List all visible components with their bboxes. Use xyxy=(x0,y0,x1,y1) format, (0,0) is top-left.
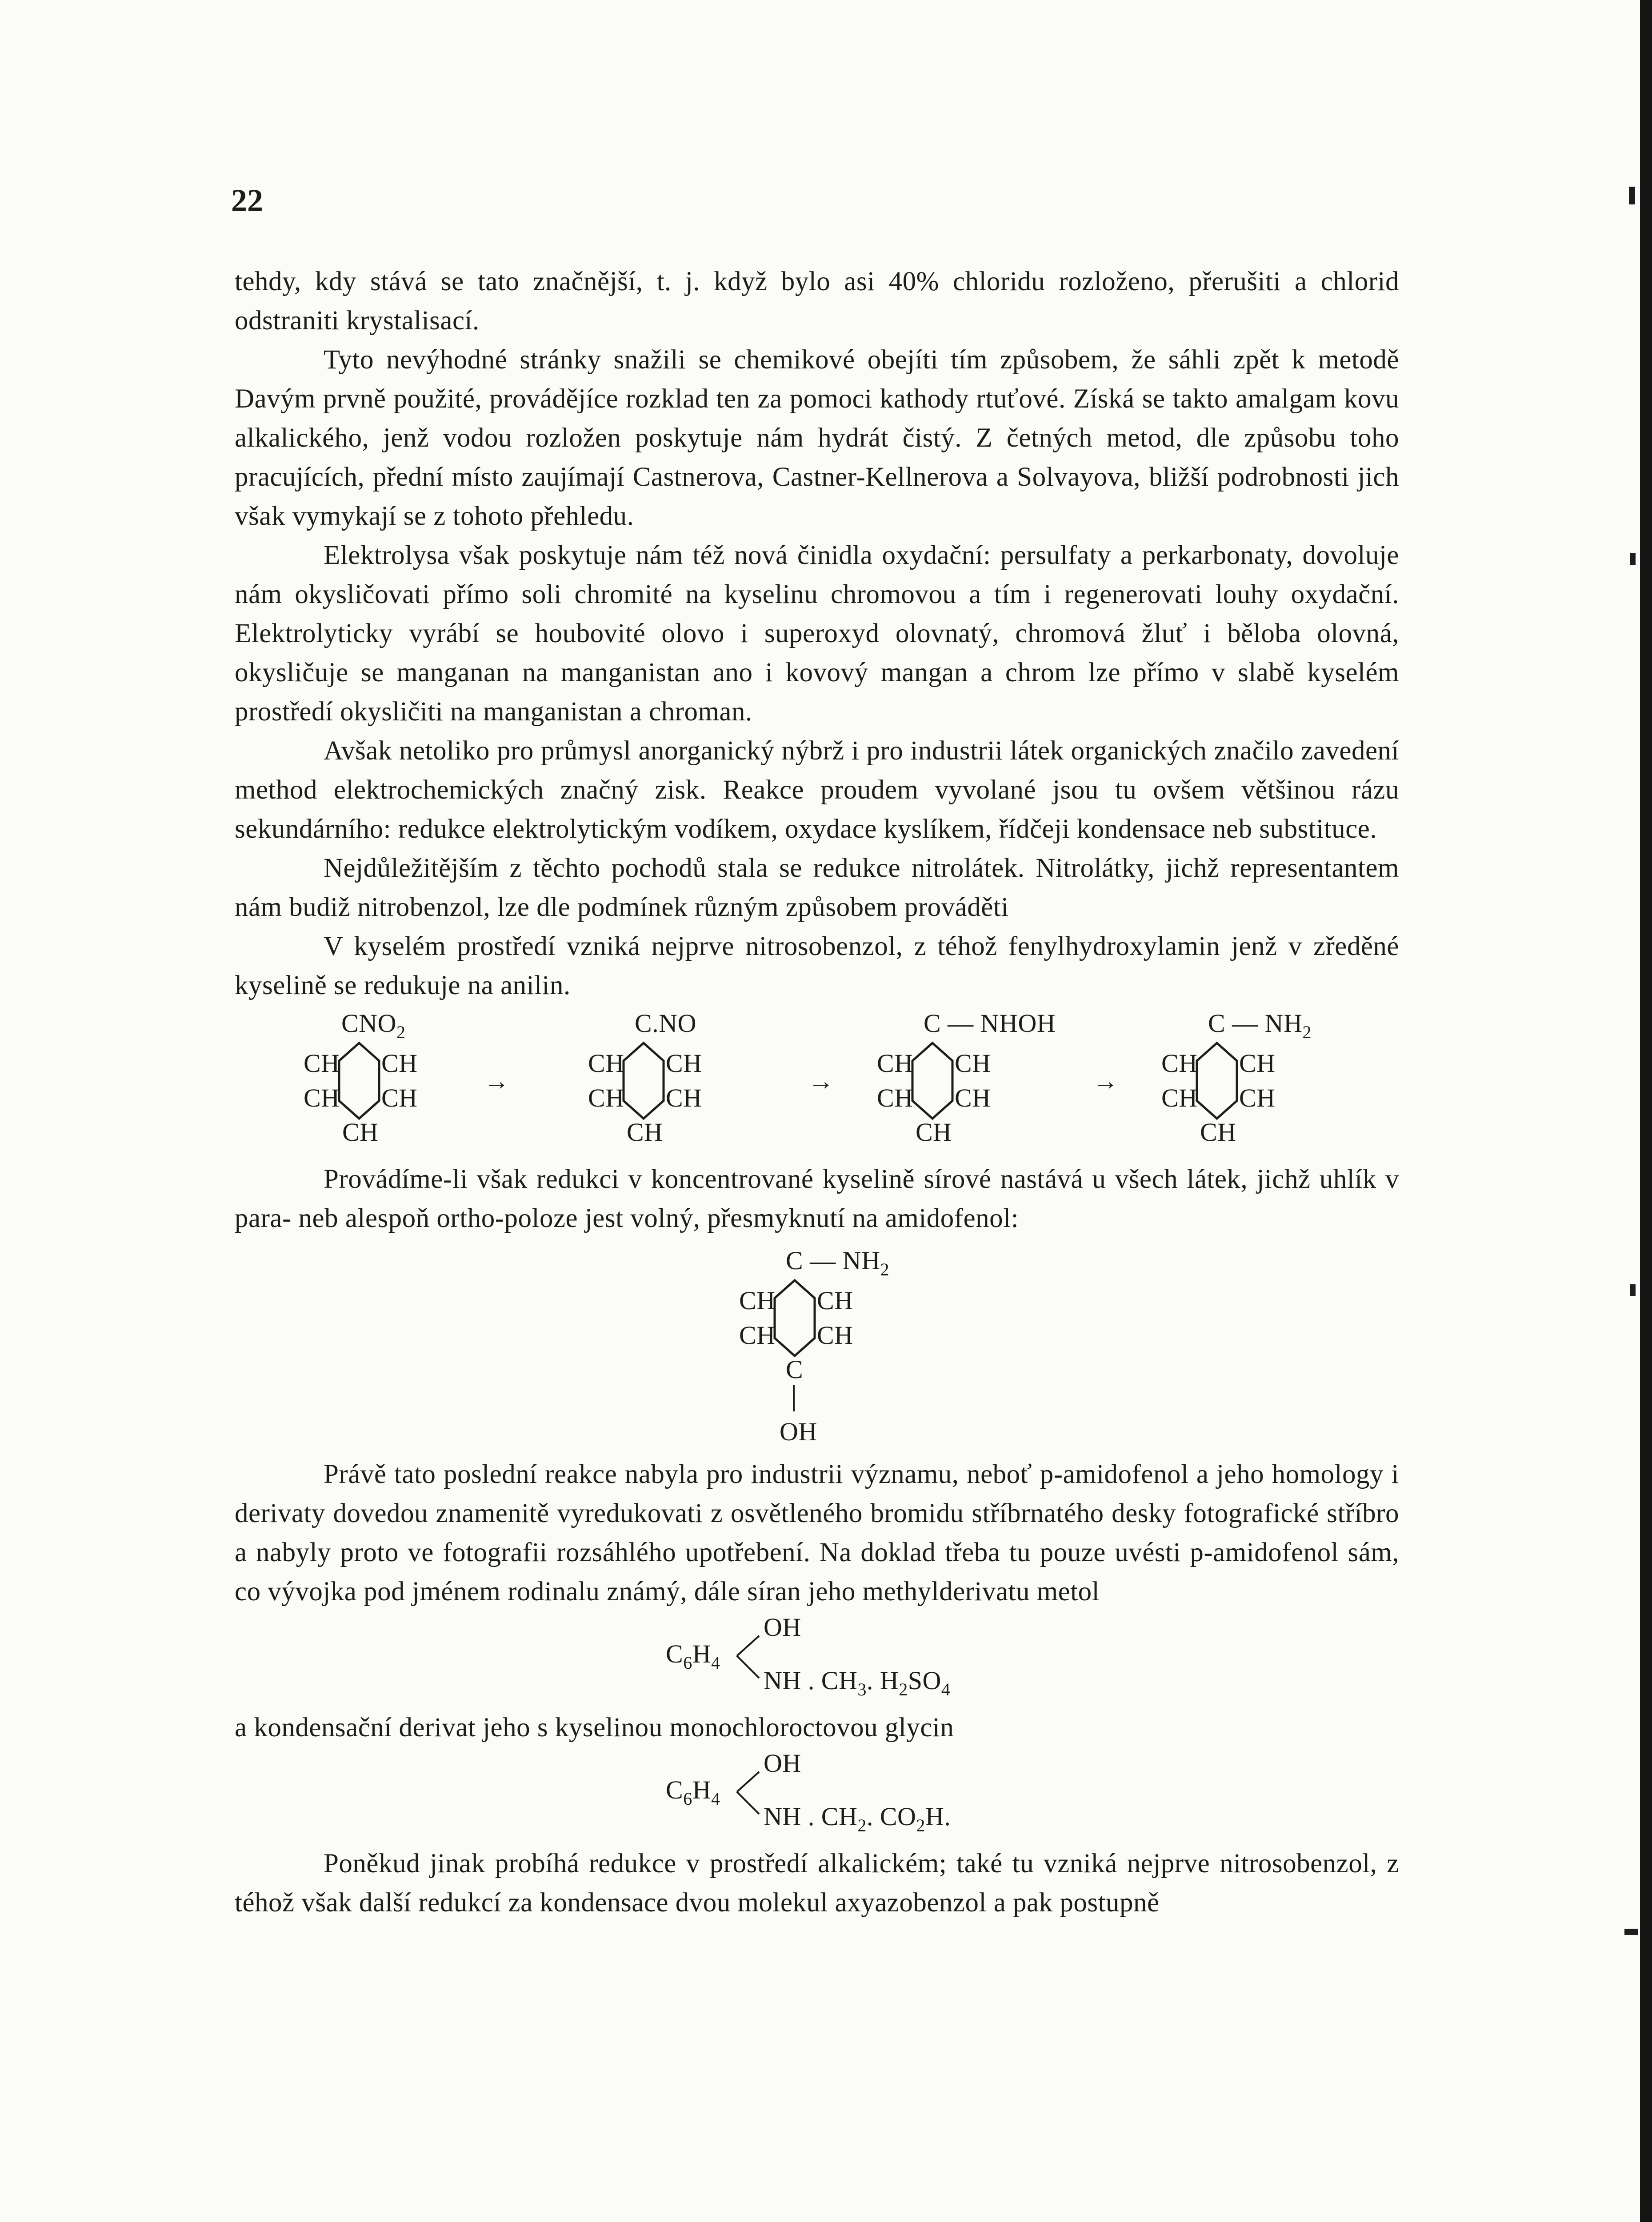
bond-line xyxy=(737,1656,759,1678)
paragraph: V kyselém prostředí vzniká nejprve nitrosobenzol, z téhož fenylhydroxylamin jenž v zředěné kyselině se redukuje na anilin. xyxy=(235,931,1399,1000)
ring-atom: CH xyxy=(1161,1049,1198,1078)
ring-atom: CH xyxy=(1239,1049,1276,1078)
compound-top-group: C — $NH_2$ xyxy=(1208,1009,1312,1042)
formula-upper-group: OH xyxy=(764,1613,801,1642)
ring-atom: CH xyxy=(739,1286,776,1315)
ring-atom: CH xyxy=(304,1049,340,1078)
paragraph: Provádíme-li však redukci v koncentrované kyselině sírové nastává u všech látek, jichž uhlík v para- neb alespoň ortho-poloze jest volný, přesmyknutí na amidofenol: xyxy=(235,1164,1399,1233)
bond-line xyxy=(737,1792,759,1814)
benzene-ring xyxy=(339,1043,379,1119)
ring-atom: CH xyxy=(916,1118,952,1147)
ring-atom: CH xyxy=(588,1083,624,1112)
ring-atom: CH xyxy=(817,1286,853,1315)
compound-top-group: C — NHOH xyxy=(924,1009,1056,1038)
compound-fenylhydroxylamin xyxy=(877,1009,1056,1147)
compound-nitrosobenzol xyxy=(588,1009,702,1147)
scan-mark xyxy=(1624,1929,1638,1935)
paragraph: a kondensační derivat jeho s kyselinou monochloroctovou glycin xyxy=(235,1713,954,1742)
glycin-formula xyxy=(235,1747,1399,1836)
scan-mark xyxy=(1629,187,1635,204)
scan-mark xyxy=(1630,1284,1636,1296)
reaction-arrow: → xyxy=(1092,1067,1119,1095)
ring-atom: CH xyxy=(666,1083,702,1112)
ring-atom: CH xyxy=(739,1321,776,1350)
ring-atom: CH xyxy=(342,1118,379,1147)
compound-top-group: C — $NH_2$ xyxy=(786,1246,889,1279)
ring-atom: C xyxy=(786,1355,804,1384)
ring-atom: CH xyxy=(877,1083,913,1112)
compound-anilin xyxy=(1161,1009,1312,1147)
formula-upper-group: OH xyxy=(764,1749,801,1778)
formula-lower-group: NH . $CH_2$. $CO_2H$. xyxy=(764,1802,951,1835)
ring-atom: CH xyxy=(381,1049,418,1078)
page-number: 22 xyxy=(231,183,263,218)
ring-atom: CH xyxy=(955,1049,991,1078)
compound-nitrobenzol xyxy=(304,1009,418,1147)
ring-atom: CH xyxy=(817,1321,853,1350)
paragraph: Avšak netoliko pro průmysl anorganický nýbrž i pro industrii látek organických značilo zavedení method elektrochemických značný zisk. Reakce proudem vyvolané jsou tu ovšem většinou rázu sekundárního: redukce elektrolytickým vodíkem, oxydace kyslíkem, řídčeji kondensace neb substituce. xyxy=(235,736,1399,844)
benzene-ring xyxy=(775,1280,815,1356)
paragraph: Elektrolysa však poskytuje nám též nová činidla oxydační: persulfaty a perkarbonaty, dovoluje nám okysličovati přímo soli chromité na kyselinu chromovou a tím i regenerovati louhy oxydační. Elektrolyticky vyrábí se houbovité olovo i superoxyd olovnatý, chromová žluť i běloba olovná, okysličuje se manganan na manganistan ano i kovový mangan a chrom lze přímo v slabě kyselém prostředí okysličiti na manganistan a chroman. xyxy=(235,540,1399,727)
metol-formula xyxy=(235,1611,1399,1700)
bond-line xyxy=(737,1636,759,1656)
formula-base: $C_6H_4$ xyxy=(666,1639,720,1673)
page-body xyxy=(235,262,1399,1922)
formula-lower-group: NH . $CH_3$. $H_2SO_4$ xyxy=(764,1666,951,1699)
reduction-reaction-scheme xyxy=(235,1005,1399,1152)
benzene-ring xyxy=(624,1043,664,1119)
amidofenol-structure xyxy=(235,1238,1399,1447)
benzene-ring xyxy=(912,1043,952,1119)
ring-atom: CH xyxy=(1200,1118,1236,1147)
ring-atom: CH xyxy=(877,1049,913,1078)
ring-atom: CH xyxy=(627,1118,663,1147)
ring-atom: CH xyxy=(1239,1083,1276,1112)
scan-mark xyxy=(1630,553,1636,565)
ring-atom: CH xyxy=(666,1049,702,1078)
bond-line xyxy=(737,1772,759,1792)
formula-base: $C_6H_4$ xyxy=(666,1775,720,1809)
paragraph: tehdy, kdy stává se tato značnější, t. j. když bylo asi 40% chloridu rozloženo, přerušiti a chlorid odstraniti krystalisací. xyxy=(235,267,1399,336)
ring-atom: CH xyxy=(1161,1083,1198,1112)
reaction-arrow: → xyxy=(484,1067,510,1095)
paragraph: Právě tato poslední reakce nabyla pro industrii významu, neboť p-amidofenol a jeho homology i derivaty dovedou znamenitě vyredukovati z osvětleného bromidu stříbrnatého desky fotografické stříbro a nabyly proto ve fotografii rozsáhlého upotřebení. Na doklad třeba tu pouze uvésti p-amidofenol sám, co vývojka pod jménem rodinalu známý, dále síran jeho methylderivatu metol xyxy=(235,1459,1399,1607)
paragraph: Tyto nevýhodné stránky snažili se chemikové obejíti tím způsobem, že sáhli zpět k metodě Davým prvně použité, provádějíce rozklad ten za pomoci kathody rtuťové. Získá se takto amalgam kovu alkalického, jenž vodou rozložen poskytuje nám hydrát čistý. Z četných metod, dle způsobu toho pracujících, přední místo zaujímají Castnerova, Castner-Kellnerova a Solvayova, bližší podrobnosti jich však vymykají se z tohoto přehledu. xyxy=(235,345,1399,531)
reaction-arrow: → xyxy=(808,1067,834,1095)
ring-atom: CH xyxy=(304,1083,340,1112)
hydroxyl-group: OH xyxy=(780,1417,817,1446)
paragraph: Nejdůležitějším z těchto pochodů stala se redukce nitrolátek. Nitrolátky, jichž representantem nám budiž nitrobenzol, lze dle podmínek různým způsobem prováděti xyxy=(235,853,1399,922)
ring-atom: CH xyxy=(955,1083,991,1112)
compound-top-group: $CNO_2$ xyxy=(341,1009,406,1042)
ring-atom: CH xyxy=(381,1083,418,1112)
compound-top-group: C.NO xyxy=(635,1009,696,1038)
ring-atom: CH xyxy=(588,1049,624,1078)
benzene-ring xyxy=(1197,1043,1237,1119)
paragraph: Poněkud jinak probíhá redukce v prostředí alkalickém; také tu vzniká nejprve nitrosobenzol, z téhož však další redukcí za kondensace dvou molekul axyazobenzol a pak postupně xyxy=(235,1849,1399,1918)
